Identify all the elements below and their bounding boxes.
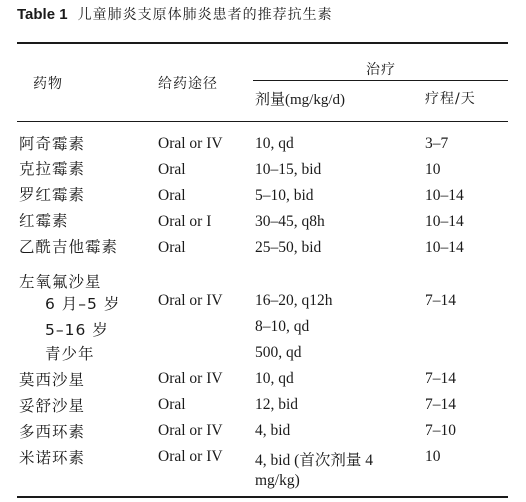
dose: 30–45, q8h [255, 213, 325, 230]
header-drug: 药物 [33, 76, 63, 92]
dose: 4, bid [255, 422, 291, 439]
course: 10 [425, 448, 441, 465]
dose: 500, qd [255, 344, 302, 361]
course: 7–14 [425, 292, 456, 309]
course: 7–10 [425, 422, 456, 439]
route: Oral or IV [158, 135, 223, 152]
bottom-rule [17, 496, 508, 498]
route: Oral [158, 396, 186, 413]
course: 7–14 [425, 396, 456, 413]
course: 10–14 [425, 213, 464, 230]
dose: 12, bid [255, 396, 299, 413]
dose: 25–50, bid [255, 239, 322, 256]
course: 10–14 [425, 187, 464, 204]
drug-name: 妥舒沙星 [19, 397, 86, 415]
route: Oral or IV [158, 422, 223, 439]
dose: mg/kg) [255, 472, 300, 489]
drug-name: 莫西沙星 [19, 371, 86, 389]
drug-name: 克拉霉素 [19, 160, 86, 178]
dose: 10–15, bid [255, 161, 322, 178]
dose: 8–10, qd [255, 318, 310, 335]
route: Oral [158, 187, 186, 204]
drug-name: 乙酰吉他霉素 [19, 238, 119, 256]
table-caption [17, 4, 333, 24]
dose: 5–10, bid [255, 187, 314, 204]
route: Oral or IV [158, 370, 223, 387]
drug-name: 阿奇霉素 [19, 135, 86, 153]
age-group: 5–16 岁 [45, 321, 109, 339]
route: Oral or I [158, 213, 212, 230]
course: 3–7 [425, 135, 449, 152]
age-group: 6 月–5 岁 [45, 295, 121, 313]
drug-name: 左氧氟沙星 [19, 273, 102, 291]
treatment-subrule [253, 80, 508, 81]
top-rule [17, 42, 508, 44]
drug-name: 米诺环素 [19, 449, 86, 467]
route: Oral [158, 239, 186, 256]
dose: 4, bid (首次剂量 4 [255, 452, 373, 469]
dose: 16–20, q12h [255, 292, 333, 309]
age-group: 青少年 [45, 345, 95, 363]
table-number: Table 1 [17, 6, 68, 23]
header-dose: 剂量(mg/kg/d) [255, 92, 345, 108]
header-course: 疗程/天 [425, 91, 476, 107]
dose: 10, qd [255, 135, 294, 152]
drug-name: 多西环素 [19, 423, 86, 441]
drug-name: 红霉素 [19, 212, 69, 230]
dose: 10, qd [255, 370, 294, 387]
header-treatment: 治疗 [366, 62, 396, 78]
header-rule [17, 121, 508, 122]
drug-name: 罗红霉素 [19, 186, 86, 204]
course: 10–14 [425, 239, 464, 256]
header-route: 给药途径 [158, 76, 218, 92]
course: 7–14 [425, 370, 456, 387]
route: Oral [158, 161, 186, 178]
course: 10 [425, 161, 441, 178]
route: Oral or IV [158, 448, 223, 465]
table-title: 儿童肺炎支原体肺炎患者的推荐抗生素 [77, 7, 333, 23]
route: Oral or IV [158, 292, 223, 309]
